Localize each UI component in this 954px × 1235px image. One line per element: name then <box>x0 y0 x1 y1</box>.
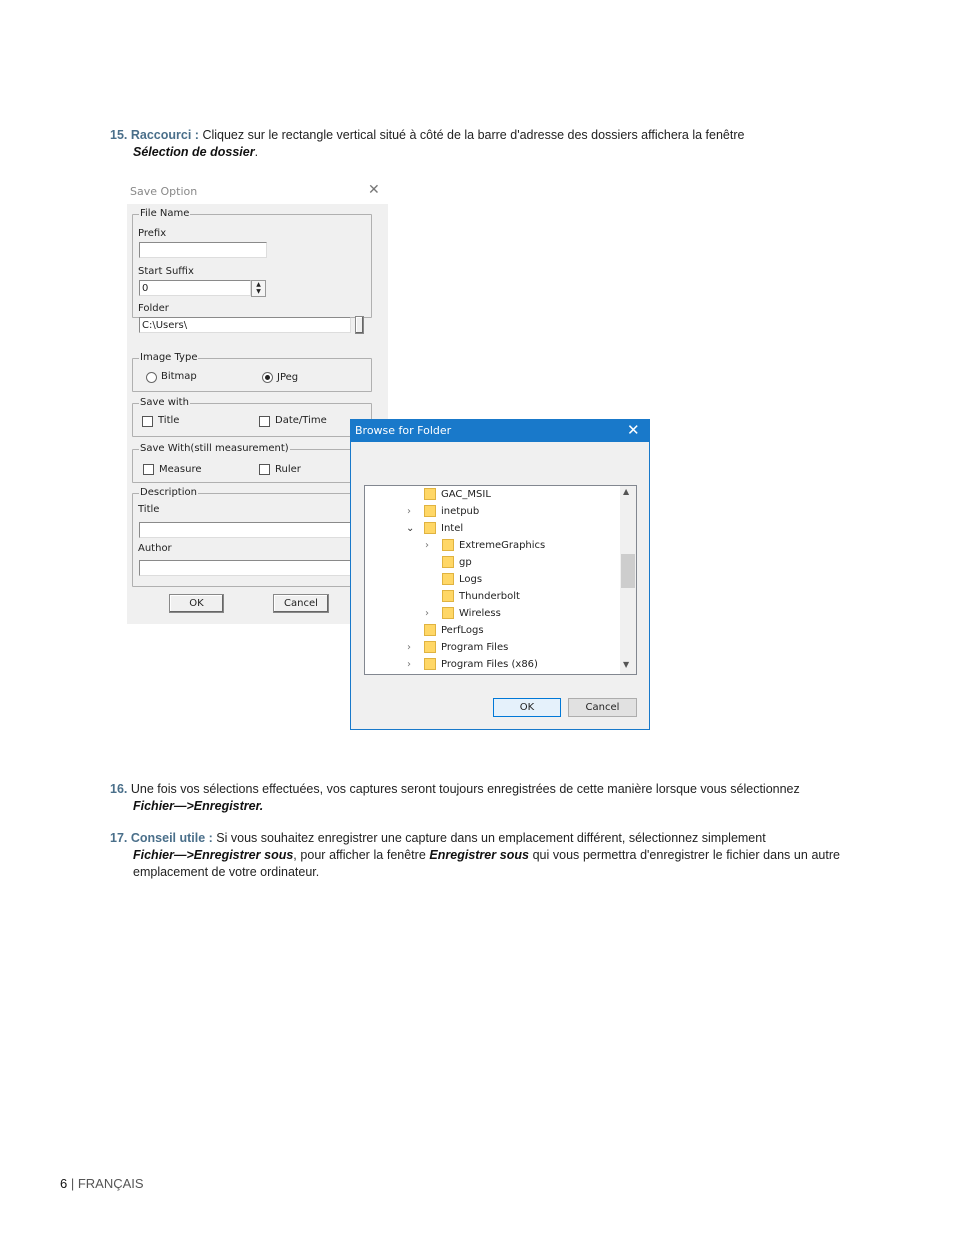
save-option-dialog <box>127 180 388 624</box>
desc-title-label: Title <box>138 504 160 515</box>
ruler-check-label: Ruler <box>275 464 301 475</box>
dialog-title: Browse for Folder <box>355 424 452 437</box>
tree-item-label: Program Files <box>441 642 509 653</box>
folder-icon <box>424 505 436 517</box>
desc-title-input[interactable] <box>139 522 354 538</box>
chevron-down-icon[interactable]: ⌄ <box>406 523 415 534</box>
jpeg-radio[interactable] <box>262 372 273 383</box>
tree-item-label: ExtremeGraphics <box>459 540 546 551</box>
chevron-right-icon[interactable]: › <box>407 659 411 670</box>
start-suffix-input[interactable]: 0 <box>139 280 251 296</box>
measure-checkbox[interactable] <box>143 464 154 475</box>
folder-icon <box>442 556 454 568</box>
ok-button[interactable]: OK <box>169 594 224 613</box>
step-number: 17. <box>110 831 128 845</box>
tree-item-label: Intel <box>441 523 464 534</box>
scroll-down-icon[interactable]: ▼ <box>623 660 630 669</box>
browse-folder-button[interactable] <box>355 316 364 334</box>
step-15 <box>110 127 840 161</box>
step-keyword: Conseil utile : <box>130 831 213 845</box>
folder-label: Folder <box>138 303 169 314</box>
datetime-check-label: Date/Time <box>275 415 327 426</box>
tree-item-label: Logs <box>459 574 483 585</box>
title-check-label: Title <box>158 415 180 426</box>
tree-item-label: Thunderbolt <box>459 591 520 602</box>
prefix-input[interactable] <box>139 242 267 258</box>
step-number: 16. <box>110 782 128 796</box>
chevron-right-icon[interactable]: › <box>407 642 411 653</box>
author-label: Author <box>138 543 172 554</box>
author-input[interactable] <box>139 560 354 576</box>
cancel-button[interactable]: Cancel <box>273 594 329 613</box>
scrollbar[interactable] <box>620 486 636 674</box>
chevron-right-icon[interactable]: › <box>425 608 429 619</box>
browse-for-folder-dialog <box>350 419 650 730</box>
step-text: qui vous permettra d'enregistrer le fichier dans un autre emplacement de votre ordinateur. <box>133 848 840 879</box>
folder-tree[interactable] <box>364 485 637 675</box>
tree-item-label: Wireless <box>459 608 501 619</box>
group-label: Save With(still measurement) <box>140 443 289 454</box>
group-label: Description <box>140 487 197 498</box>
close-icon[interactable]: ✕ <box>627 421 640 439</box>
footer-separator: | <box>67 1176 78 1191</box>
step-number: 15. <box>110 128 128 142</box>
ruler-checkbox[interactable] <box>259 464 270 475</box>
suffix-stepper[interactable]: ▲ ▼ <box>251 280 266 297</box>
ok-button[interactable]: OK <box>493 698 561 717</box>
dialog-title: Save Option <box>130 185 198 198</box>
step-emph: Fichier—>Enregistrer sous <box>133 848 294 862</box>
step-text: Si vous souhaitez enregistrer une capture dans un emplacement différent, sélectionnez simplement <box>212 831 766 845</box>
step-17 <box>110 830 840 881</box>
tree-item-label: inetpub <box>441 506 480 517</box>
step-emph: Fichier—>Enregistrer. <box>133 799 264 813</box>
group-label: File Name <box>140 208 190 219</box>
folder-icon <box>424 658 436 670</box>
tree-item-label: GAC_MSIL <box>441 489 491 500</box>
folder-icon <box>442 607 454 619</box>
measure-check-label: Measure <box>159 464 202 475</box>
tree-item-label: PerfLogs <box>441 625 484 636</box>
step-text: , pour afficher la fenêtre <box>293 848 430 862</box>
group-label: Save with <box>140 397 189 408</box>
step-emph: Enregistrer sous <box>429 848 529 862</box>
chevron-right-icon[interactable]: › <box>407 506 411 517</box>
folder-icon <box>442 573 454 585</box>
tree-item-label: gp <box>459 557 472 568</box>
page-footer <box>60 1176 144 1191</box>
folder-icon <box>424 522 436 534</box>
folder-icon <box>442 590 454 602</box>
scrollbar-thumb[interactable] <box>621 554 635 588</box>
bitmap-radio[interactable] <box>146 372 157 383</box>
scroll-up-icon[interactable]: ▲ <box>623 487 630 496</box>
browse-titlebar <box>351 420 649 442</box>
step-keyword: Raccourci : <box>130 128 199 142</box>
step-emph: Sélection de dossier <box>133 145 255 159</box>
close-icon[interactable]: ✕ <box>368 182 380 198</box>
folder-input[interactable]: C:\Users\ <box>139 317 351 333</box>
step-text: Une fois vos sélections effectuées, vos captures seront toujours enregistrées de cette manière lorsque vous sélectionnez <box>130 782 800 796</box>
datetime-checkbox[interactable] <box>259 416 270 427</box>
folder-icon <box>442 539 454 551</box>
cancel-button[interactable]: Cancel <box>568 698 637 717</box>
tree-item-label: Program Files (x86) <box>441 659 538 670</box>
step-text: Cliquez sur le rectangle vertical situé à côté de la barre d'adresse des dossiers affichera la fenêtre <box>198 128 745 142</box>
folder-icon <box>424 624 436 636</box>
footer-language: FRANÇAIS <box>77 1176 144 1191</box>
prefix-label: Prefix <box>138 228 167 239</box>
folder-icon <box>424 488 436 500</box>
chevron-right-icon[interactable]: › <box>425 540 429 551</box>
step-end: . <box>254 145 259 159</box>
title-checkbox[interactable] <box>142 416 153 427</box>
folder-icon <box>424 641 436 653</box>
save-option-titlebar <box>127 180 388 204</box>
jpeg-label: JPeg <box>277 372 299 383</box>
page-number: 6 <box>60 1176 68 1191</box>
bitmap-label: Bitmap <box>161 371 197 382</box>
group-label: Image Type <box>140 352 198 363</box>
start-suffix-label: Start Suffix <box>138 266 194 277</box>
step-16 <box>110 781 840 815</box>
